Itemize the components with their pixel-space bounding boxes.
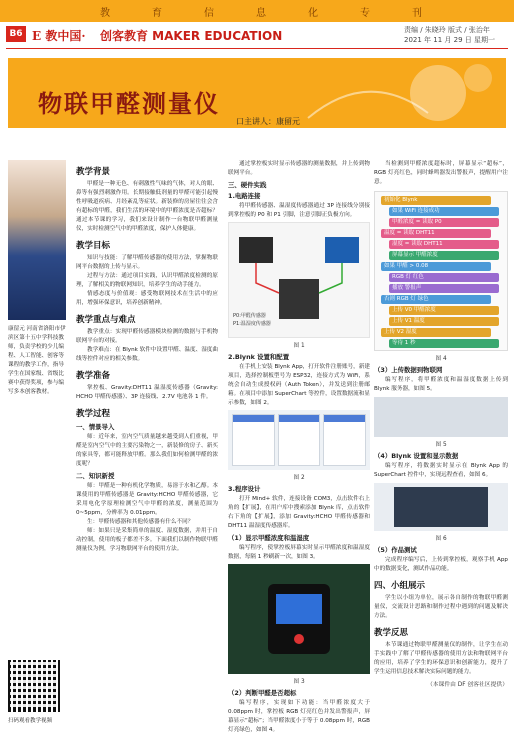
section-title: 教学准备 xyxy=(76,371,111,381)
top-band xyxy=(0,0,514,22)
circuit-figure xyxy=(228,222,370,338)
paragraph: 教学重点：实现甲醛传感器模块检测的数据与手机物联网平台的对接。 xyxy=(76,329,218,344)
app-screen xyxy=(278,414,321,466)
figure-caption: 图 4 xyxy=(435,356,447,362)
code-block: 上传 V2 湿度 xyxy=(381,328,491,337)
section-title: 教学目标 xyxy=(76,241,111,251)
subsection-title: 3.程序设计 xyxy=(228,485,261,493)
band-char: 教 xyxy=(100,8,111,19)
author-photo xyxy=(8,160,66,320)
subsection-title: （1）显示甲醛浓度和温湿度 xyxy=(228,534,310,542)
page-badge: B6 xyxy=(6,26,26,42)
paragraph: 当检测到甲醛浓度超标时，屏幕显示“超标”，RGB 灯亮红色，同时蜂鸣器发出警报声，提醒用户注意。 xyxy=(374,161,508,185)
subsection-title: 三、硬件实践 xyxy=(228,181,267,189)
paragraph: 完成程序编写后，上传到掌控板，观察手机 App 中的数据变化，测试作品功能。 xyxy=(374,557,508,572)
band-char: 信 xyxy=(204,8,215,19)
band-char: 化 xyxy=(308,8,319,19)
subsection-title: 1.电路连接 xyxy=(228,192,261,200)
paragraph: 在手机上安装 Blynk App，打开软件注册账号，新建项目，选择控制板型号为 ESP32，连接方式为 WiFi，系统会自动生成授权码（Auth Token），并发送到注册邮箱。在项目中添加 SuperChart 等控件，设置数据流和显示参数，如图 2。 xyxy=(228,364,370,406)
paragraph: 师：甲醛是一种有机化学物质，易溶于水和乙醇。本课使用的甲醛传感器是 Gravity:HCHO 甲醛传感器，它采用电化学原理检测空气中甲醛的浓度，测量范围为 0~5ppm，分辨率为 0.01ppm。 xyxy=(76,483,218,516)
subsection-title: （4）Blynk 设置和显示数据 xyxy=(374,452,459,460)
code-blocks-figure xyxy=(374,191,508,351)
paragraph: 掌控板、Gravity:DHT11 温湿度传感器（Gravity: HCHO 甲醛传感器）、3P 连接线、2.7V 电池各 1 件。 xyxy=(76,385,218,400)
blynk-data-figure xyxy=(374,483,508,531)
circuit-label: P0:甲醛传感器 xyxy=(233,313,266,319)
issue-date: 2021 年 11 月 29 日 星期一 xyxy=(404,36,495,44)
section-title: 教学重点与难点 xyxy=(76,315,136,325)
paragraph: 编写程序，将数据实时显示在 Blynk App 的 SuperChart 控件中，实现远程查看，如图 6。 xyxy=(374,463,508,478)
code-block: 甲醛浓度 = 读取 P0 xyxy=(389,218,499,227)
subsection-title: （5）作品测试 xyxy=(374,546,417,554)
column-2 xyxy=(228,160,370,735)
paragraph: 编写程序，使掌控板屏幕实时显示甲醛浓度和温湿度数据，每隔 1 秒刷新一次，如图 3。 xyxy=(228,545,370,560)
editor-credit: 责编 / 朱晓玲 版式 / 张治年 xyxy=(404,26,490,34)
paragraph: 生：甲醛传感器和其他传感器有什么不同？ xyxy=(87,519,194,525)
page-header xyxy=(0,22,514,48)
subsection-title: （3）上传数据到物联网 xyxy=(374,366,443,374)
header-rule xyxy=(6,48,508,49)
footnote: （本课件由 DF 创客社区提供） xyxy=(426,682,508,688)
brand-subtitle: 创客教育 MAKER EDUCATION xyxy=(100,29,283,43)
code-block: RGB 灯 红色 xyxy=(389,273,499,282)
author-bio: 康留元 河南省洛阳市伊滨区第十五中学科技教师，负责学校的少儿编程、人工智能、创客等课程的教学工作，指导学生在国家级、省级比赛中获得奖项，参与编写多本创客教材。 xyxy=(8,326,66,395)
band-char: 息 xyxy=(256,8,267,19)
page-title: 物联甲醛测量仪 xyxy=(38,89,220,118)
blynk-screens-figure xyxy=(228,410,370,470)
subsection-title: （2）判断甲醛是否超标 xyxy=(228,689,297,697)
subsection-title: 一、情景导入 xyxy=(76,423,115,431)
app-screen xyxy=(323,414,366,466)
code-block: 屏幕显示 甲醛浓度 xyxy=(389,251,499,260)
paragraph: 学生以小组为单位，展示各自制作的物联甲醛测量仪，交流设计思路和制作过程中遇到的问题及解决方法。 xyxy=(374,595,508,619)
code-block: 如果 甲醛 > 0.08 xyxy=(381,262,491,271)
code-block: 上传 V0 甲醛浓度 xyxy=(389,306,499,315)
paragraph: 将甲醛传感器、温湿度传感器通过 3P 连接线分别接到掌控板的 P0 和 P1 引脚，注意引脚正负极方向。 xyxy=(228,203,370,218)
paragraph: 师：如果只是采集简单的温度、湿度数据，并用于自动控制，使用的板子都差不多。下面我们以制作物联甲醛测量仪为例，学习物联网平台的使用方法。 xyxy=(76,528,218,552)
qr-caption: 扫码观看教学视频 xyxy=(8,718,53,724)
subsection-title: 二、知识新授 xyxy=(76,472,115,480)
figure-caption: 图 5 xyxy=(435,442,447,448)
paragraph: 通过掌控板实时显示传感器的测量数据，并上传到物联网平台。 xyxy=(228,161,370,176)
code-block: 上传 V1 温度 xyxy=(389,317,499,326)
device-illustration xyxy=(228,564,370,674)
code-block: 播放 警报声 xyxy=(389,284,499,293)
band-char: 刊 xyxy=(412,8,423,19)
code-block: 初始化 Blynk xyxy=(381,196,491,205)
upload-figure xyxy=(374,397,508,437)
paragraph: 编写程序，实现如下功能：当甲醛浓度大于 0.08ppm 时，掌控板 RGB 灯亮红色并发出警报声，屏幕显示“超标”；当甲醛浓度小于等于 0.08ppm 时，RGB 灯亮绿色，如图 4。 xyxy=(228,700,370,733)
code-block: 湿度 = 读取 DHT11 xyxy=(389,240,499,249)
paragraph: 情感态度与价值观：感受物联网技术在生活中的应用，增强环保意识，培养创新精神。 xyxy=(76,291,218,306)
device-photo xyxy=(228,564,370,674)
paragraph: 编写程序，将甲醛浓度和温湿度数据上传到 Blynk 服务器，如图 5。 xyxy=(374,377,508,392)
code-block: 如果 WiFi 连接成功 xyxy=(389,207,499,216)
section-title: 教学背景 xyxy=(76,167,111,177)
section-title: 教学反思 xyxy=(374,628,409,638)
paragraph: 过程与方法：通过项目实践，认识甲醛浓度检测的原理，了解相关的物联网知识，培养学生的动手能力。 xyxy=(76,273,218,288)
qr-code-icon[interactable] xyxy=(8,660,60,712)
band-char: 育 xyxy=(152,8,163,19)
app-screen xyxy=(232,414,275,466)
figure-caption: 图 1 xyxy=(293,343,305,349)
byline: 口主讲人：康留元 xyxy=(236,117,300,126)
paragraph: 本节课通过物联甲醛测量仪的制作，让学生在动手实践中了解了甲醛传感器的使用方法和物联网平台的应用，培养了学生的环保意识和创新能力，提升了学生运用信息技术解决实际问题的能力。 xyxy=(374,642,508,675)
code-block: 等待 1 秒 xyxy=(389,339,499,348)
circuit-label: P1:温湿度传感器 xyxy=(233,321,271,327)
figure-caption: 图 2 xyxy=(293,475,305,481)
paragraph: 甲醛是一种无色、有刺激性气味的气体，对人的眼、鼻等有强烈刺激作用。长期接触低剂量的甲醛可能引起慢性呼吸道疾病、月经紊乱等症状。新装修的房屋往往会含有超标的甲醛，我们生活的环境中的甲醛浓度是否超标？通过本节课的学习，我们来设计制作一台物联甲醛测量仪，实时检测空气中的甲醛浓度，保护人体健康。 xyxy=(76,181,218,232)
paragraph: 师：近年来，室内空气质量越来越受到人们重视，甲醛是室内空气中的主要污染物之一，新装修的房子、新买的家具等，都可能释放甲醛。那么我们如何检测甲醛的浓度呢？ xyxy=(76,434,218,467)
paragraph: 教学难点：在 Blynk 软件中设置甲醛、温度、湿度曲线等控件对应的相关参数。 xyxy=(76,347,218,362)
section-title: 教学过程 xyxy=(76,409,111,419)
column-1 xyxy=(76,160,218,554)
figure-caption: 图 6 xyxy=(435,536,447,542)
column-3 xyxy=(374,160,508,691)
paragraph: 打开 Mind+ 软件，连接设备 COM3，点击软件右上角的【扩展】，在用户库中搜索添加 Blynk 库，点击软件右下角的【扩展】，添加 Gravity:HCHO 甲醛传感器和 DHT11 温湿度传感器库。 xyxy=(228,496,370,529)
figure-caption: 图 3 xyxy=(293,679,305,685)
paragraph: 知识与技能：了解甲醛传感器的使用方法，掌握物联网平台数据的上传与显示。 xyxy=(76,255,218,270)
brand-name: E 教中国· xyxy=(32,29,86,43)
band-char: 专 xyxy=(360,8,371,19)
code-block: 否则 RGB 灯 绿色 xyxy=(381,295,491,304)
code-block: 温度 = 读取 DHT11 xyxy=(381,229,491,238)
subsection-title: 2.Blynk 设置和配置 xyxy=(228,353,290,361)
section-title: 四、小组展示 xyxy=(374,581,426,591)
